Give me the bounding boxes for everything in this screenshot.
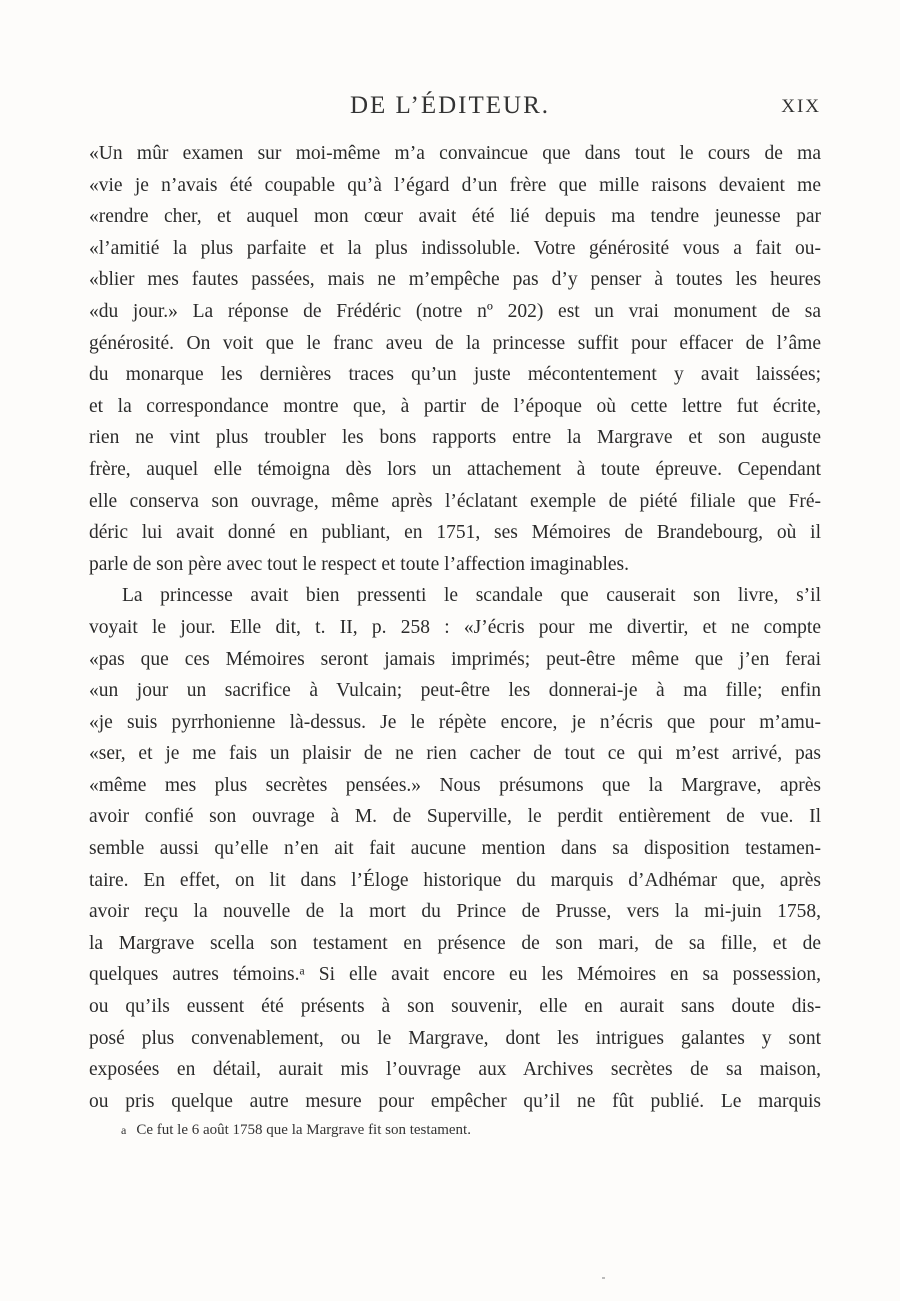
text-line: semble aussi qu’elle n’en ait fait aucune mention dans sa disposition testamen- — [89, 838, 821, 860]
text-line: «pas que ces Mémoires seront jamais imprimés; peut-être même que j’en ferai — [89, 648, 821, 670]
text-line: «ser, et je me fais un plaisir de ne rien cacher de tout ce qui m’est arrivé, pas — [89, 743, 821, 765]
text-line: «même mes plus secrètes pensées.» Nous présumons que la Margrave, après — [89, 774, 821, 796]
page-number: XIX — [781, 96, 821, 117]
text-line: elle conserva son ouvrage, même après l’éclatant exemple de piété filiale que Fré- — [89, 490, 821, 512]
text-line: «du jour.» La réponse de Frédéric (notre nº 202) est un vrai monument de sa — [89, 300, 821, 322]
running-head — [0, 92, 900, 124]
text-line: taire. En effet, on lit dans l’Éloge historique du marquis d’Adhémar que, après — [89, 869, 821, 891]
text-line: «rendre cher, et auquel mon cœur avait été lié depuis ma tendre jeunesse par — [89, 206, 821, 228]
text-line: «Un mûr examen sur moi-même m’a convaincue que dans tout le cours de ma — [89, 143, 821, 164]
footnote-text: Ce fut le 6 août 1758 que la Margrave fit son testament. — [136, 1122, 471, 1138]
text-line: avoir reçu la nouvelle de la mort du Prince de Prusse, vers la mi-juin 1758, — [89, 901, 821, 923]
text-line: parle de son père avec tout le respect et toute l’affection imaginables. — [89, 553, 629, 575]
text-line: la Margrave scella son testament en présence de son mari, de sa fille, et de — [89, 932, 821, 954]
text-line: posé plus convenablement, ou le Margrave, dont les intrigues galantes y sont — [89, 1027, 821, 1049]
text-line: du monarque les dernières traces qu’un juste mécontentement y avait laissées; — [89, 364, 821, 386]
footnote — [121, 1122, 471, 1139]
text-line: déric lui avait donné en publiant, en 1751, ses Mémoires de Brandebourg, où il — [89, 522, 821, 544]
text-line: ou pris quelque autre mesure pour empêcher qu’il ne fût publié. Le marquis — [89, 1090, 821, 1112]
text-line: et la correspondance montre que, à partir de l’époque où cette lettre fut écrite, — [89, 395, 821, 417]
text-line: exposées en détail, aurait mis l’ouvrage aux Archives secrètes de sa maison, — [89, 1059, 821, 1081]
text-line: frère, auquel elle témoigna dès lors un attachement à toute épreuve. Cependant — [89, 458, 821, 480]
text-line: rien ne vint plus troubler les bons rapports entre la Margrave et son auguste — [89, 427, 821, 449]
text-line: «l’amitié la plus parfaite et la plus indissoluble. Votre générosité vous a fait ou- — [89, 237, 821, 259]
text-line: «blier mes fautes passées, mais ne m’empêche pas d’y penser à toutes les heures — [89, 269, 821, 291]
text-line: voyait le jour. Elle dit, t. II, p. 258 : «J’écris pour me divertir, et ne compte — [89, 616, 821, 638]
text-line: avoir confié son ouvrage à M. de Superville, le perdit entièrement de vue. Il — [89, 806, 821, 828]
paper-speck — [602, 1277, 605, 1279]
text-line: quelques autres témoins.ᵃ Si elle avait encore eu les Mémoires en sa possession, — [89, 964, 821, 986]
text-line: générosité. On voit que le franc aveu de la princesse suffit pour effacer de l’âme — [89, 332, 821, 354]
body-text — [89, 138, 821, 1117]
text-line: «vie je n’avais été coupable qu’à l’égard d’un frère que mille raisons devaient me — [89, 174, 821, 196]
paragraph-start-line: La princesse avait bien pressenti le scandale que causerait son livre, s’il — [122, 585, 821, 607]
running-head-title: DE L’ÉDITEUR. — [349, 92, 551, 119]
text-line: ou qu’ils eussent été présents à son souvenir, elle en aurait sans doute dis- — [89, 996, 821, 1018]
text-line: «un jour un sacrifice à Vulcain; peut-être les donnerai-je à ma fille; enfin — [89, 680, 821, 702]
text-line: «je suis pyrrhonienne là-dessus. Je le répète encore, je n’écris que pour m’amu- — [89, 711, 821, 733]
footnote-marker: a — [121, 1123, 127, 1137]
